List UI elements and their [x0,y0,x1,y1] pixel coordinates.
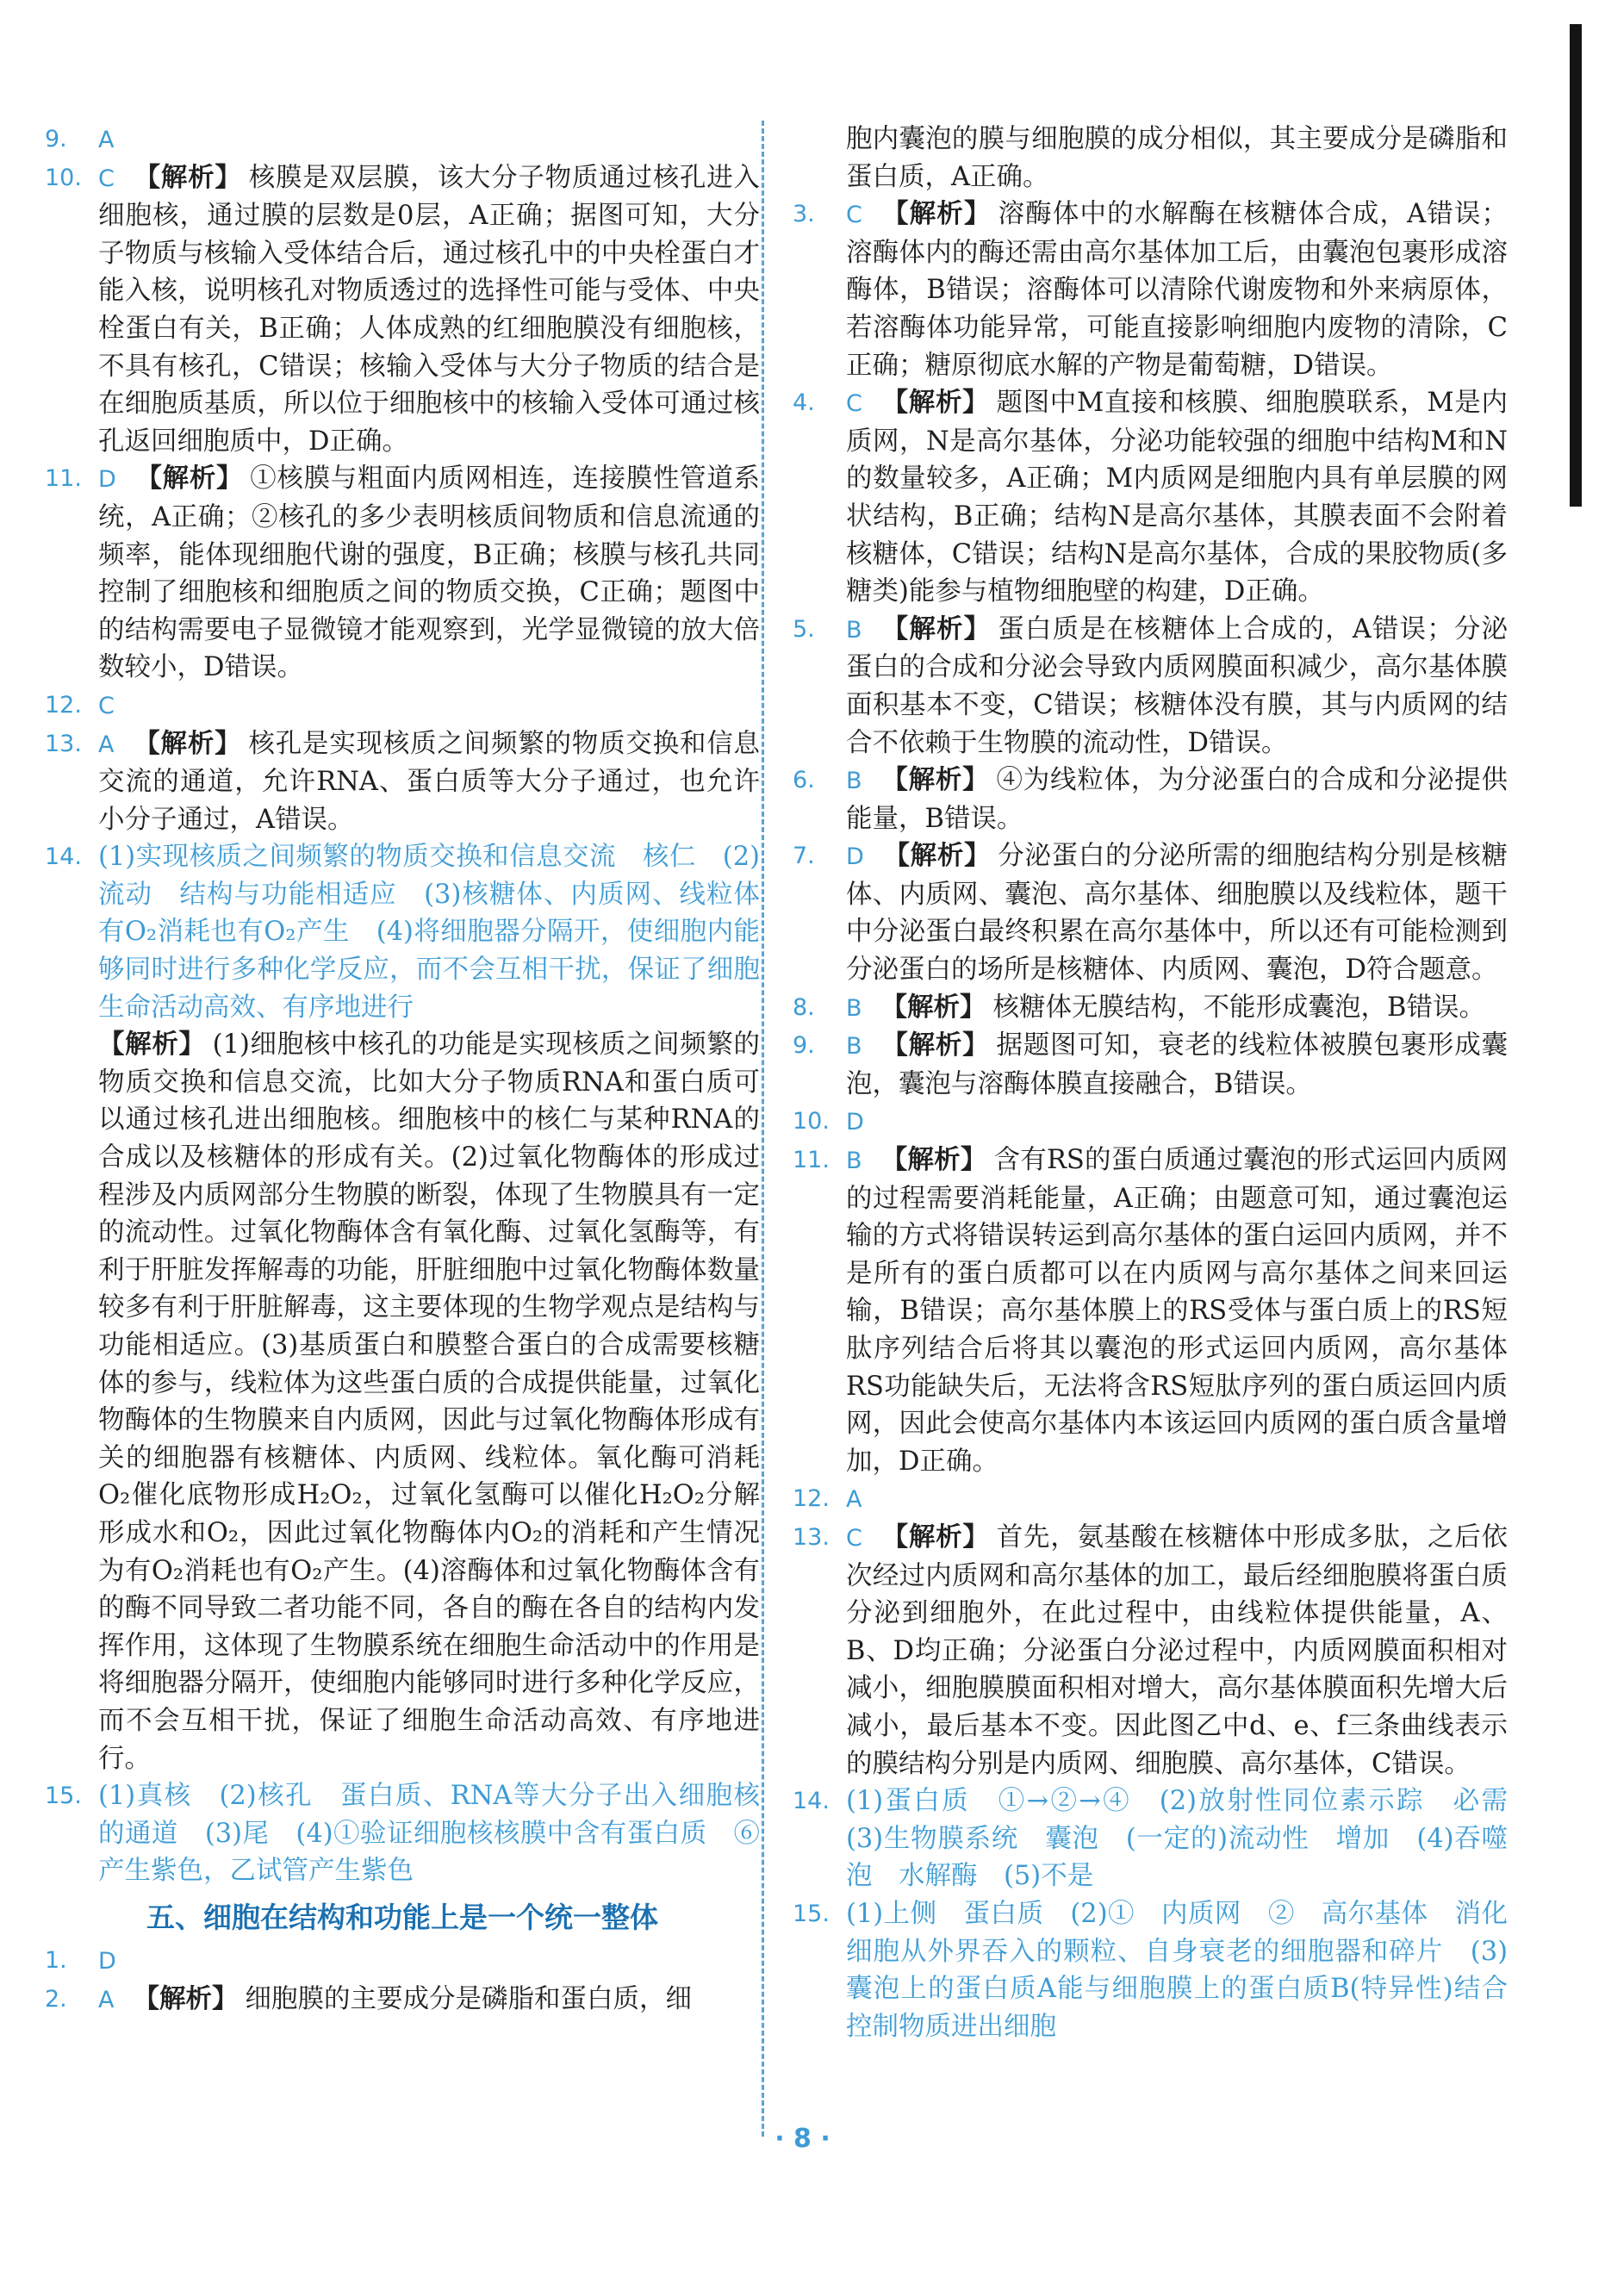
analysis-tag: 【解析】 [133,1983,239,2014]
analysis-tag: 【解析】 [134,464,244,495]
answer-letter: B [846,768,862,795]
question-number: 14. [45,843,82,871]
answer-letter: D [98,466,116,494]
answer-s2-continued: 胞内囊泡的膜与细胞膜的成分相似，其主要成分是磷脂和蛋白质，A正确。 [846,124,1508,192]
analysis-text: 溶酶体中的水解酶在核糖体合成，A错误；溶酶体内的酶还需由高尔基体加工后，由囊泡包裹形成溶酶体，B错误；溶酶体可以清除代谢废物和外来病原体，若溶酶体功能异常，可能直接影响细胞内废物的清除，C正确；糖原彻底水解的产物是葡萄糖，D错误。 [846,199,1509,381]
answer-letter: A [846,1486,862,1514]
analysis-tag: 【解析】 [133,162,242,193]
answer-s6 [793,762,1508,837]
analysis-tag: 【解析】 [880,1145,987,1176]
answer-letter: C [98,692,115,719]
answer-letter: D [846,1109,864,1136]
answer-10 [45,159,760,461]
answer-letter: A [98,1986,115,2013]
analysis-tag: 【解析】 [880,199,992,230]
analysis-tag: 【解析】 [880,992,986,1023]
analysis-text: 核糖体无膜结构，不能形成囊泡，B错误。 [992,992,1485,1023]
analysis-text: 据题图可知，衰老的线粒体被膜包裹形成囊泡，囊泡与溶酶体膜直接融合，B错误。 [846,1030,1508,1099]
analysis-text: 核膜是双层膜，该大分子物质通过核孔进入细胞核，通过膜的层数是0层，A正确；据图可知，大分子物质与核输入受体结合后，通过核孔中的中央栓蛋白才能入核，说明核孔对物质透过的选择性可能与受体、中央栓蛋白有关，B正确；人体成熟的红细胞膜没有细胞核，不具有核孔，C错误；核输入受体与大分子物质的结合是在细胞质基质，所以位于细胞核中的核输入受体可通过核孔返回细胞质中，D正确。 [98,162,761,457]
answer-s14 [793,1783,1534,1895]
analysis-text: ④为线粒体，为分泌蛋白的合成和分泌提供能量，B错误。 [846,765,1508,834]
question-number: 13. [793,1523,830,1551]
answer-11 [45,460,760,687]
question-number: 9. [45,126,67,152]
blank-answers: (1)真核 (2)核孔 蛋白质、RNA等大分子出入细胞核的通道 (3)尾 (4)①验证细胞核核膜中含有蛋白质 ⑥产生紫色，乙试管产生紫色 [98,1781,760,1887]
question-number: 13. [45,730,82,757]
answer-s2 [45,1981,760,2019]
section-title: 五、细胞在结构和功能上是一个统一整体 [146,1900,658,1934]
analysis-tag: 【解析】 [133,728,242,759]
answer-s3 [793,196,1508,384]
question-number: 2. [45,1985,67,2013]
analysis-text: 首先，氨基酸在核糖体中形成多肽，之后依次经过内质网和高尔基体的加工，最后经细胞膜将蛋白质分泌到细胞外，在此过程中，由线粒体提供能量，A、B、D均正确；分泌蛋白分泌过程中，内质网膜面积相对减小，细胞膜膜面积相对增大，高尔基体膜面积先增大后减小，最后基本不变。因此图乙中d、e、f三条曲线表示的膜结构分别是内质网、细胞膜、高尔基体，C错误。 [846,1521,1509,1779]
answer-letter: D [846,843,864,871]
scan-edge-bar [1570,24,1582,507]
question-number: 8. [793,993,815,1021]
question-number: 14. [793,1788,830,1815]
question-number: 6. [793,767,815,794]
answer-letter: B [846,616,862,644]
answer-s13 [793,1519,1508,1783]
answer-s5 [793,611,1508,762]
question-number: 15. [793,1900,830,1927]
answer-letter: C [846,390,862,418]
answer-15 [45,1777,760,1890]
right-column [793,121,1534,2045]
analysis-text: (1)细胞核中核孔的功能是实现核质之间频繁的物质交换和信息交流，比如大分子物质RNA和蛋白质可以通过核孔进出细胞核。细胞核中的核仁与某种RNA的合成以及核糖体的形成有关。(2)过氧化物酶体的形成过程涉及内质网部分生物膜的断裂，体现了生物膜具有一定的流动性。过氧化物酶体含有氧化酶、过氧化氢酶等，有利于肝脏发挥解毒的功能，肝脏细胞中过氧化物酶体数量较多有利于肝脏解毒，这主要体现的生物学观点是结构与功能相适应。(3)基质蛋白和膜整合蛋白的合成需要核糖体的参与，线粒体为这些蛋白质的合成提供能量，过氧化物酶体的生物膜来自内质网，因此与过氧化物酶体形成有关的细胞器有核糖体、内质网、线粒体。氧化酶可消耗O₂催化底物形成H₂O₂，过氧化氢酶可以催化H₂O₂分解形成水和O₂，因此过氧化物酶体内O₂的消耗和产生情况为有O₂消耗也有O₂产生。(4)溶酶体和过氧化物酶体含有的酶不同导致二者功能不同，各自的酶在各自的结构内发挥作用，这体现了生物膜系统在细胞生命活动中的作用是将细胞器分隔开，使细胞内能够同时进行多种化学反应，而不会互相干扰，保证了细胞生命活动高效、有序地进行。 [98,1030,761,1774]
answer-s10 [793,1103,1508,1142]
question-number: 11. [793,1147,830,1174]
page-number: · 8 · [775,2124,830,2154]
question-number: 10. [45,164,82,191]
question-number: 10. [793,1108,830,1136]
answer-letter: C [846,1524,862,1552]
answer-s1 [45,1942,760,1981]
blank-answers: (1)实现核质之间频繁的物质交换和信息交流 核仁 (2)流动 结构与功能相适应 (3)核糖体、内质网、线粒体 有O₂消耗也有O₂产生 (4)将细胞器分隔开，使细胞内能够同时进行多种化学反应，而不会互相干扰，保证了细胞生命活动高效、有序地进行 [98,842,787,1023]
answer-letter: B [846,1148,862,1175]
answer-s7 [793,837,1508,988]
analysis-text: 细胞膜的主要成分是磷脂和蛋白质，细 [245,1983,692,2014]
analysis-tag: 【解析】 [882,841,992,872]
answer-14 [45,838,787,1026]
left-column [45,121,787,2019]
question-number: 7. [793,843,815,870]
question-number: 1. [45,1946,67,1974]
answer-s9 [793,1027,1508,1103]
question-number: 4. [793,389,815,417]
analysis-text: 题图中M直接和核膜、细胞膜联系，M是内质网，N是高尔基体，分泌功能较强的细胞中结构M和N的数量较多，A正确；M内质网是细胞内具有单层膜的网状结构，B正确；结构N是高尔基体，其膜表面不会附着核糖体，C错误；结构N是高尔基体，合成的果胶物质(多糖类)能参与植物细胞壁的构建，D正确。 [846,388,1508,607]
analysis-tag: 【解析】 [880,1521,990,1552]
analysis-text: 分泌蛋白的分泌所需的细胞结构分别是核糖体、内质网、囊泡、高尔基体、细胞膜以及线粒体，题干中分泌蛋白最终积累在高尔基体中，所以还有可能检测到分泌蛋白的场所是核糖体、内质网、囊泡，D符合题意。 [846,841,1509,986]
answer-13 [45,725,760,839]
answer-s15 [793,1895,1534,2045]
answer-s11 [793,1142,1508,1480]
analysis-text: 核孔是实现核质之间频繁的物质交换和信息交流的通道，允许RNA、蛋白质等大分子通过，也允许小分子通过，A错误。 [98,728,761,835]
analysis-text: 含有RS的蛋白质通过囊泡的形式运回内质网的过程需要消耗能量，A正确；由题意可知，通过囊泡运输的方式将错误转运到高尔基体的蛋白运回内质网，并不是所有的蛋白质都可以在内质网与高尔基体之间来回运输，B错误；高尔基体膜上的RS受体与蛋白质上的RS短肽序列结合后将其以囊泡的形式运回内质网，高尔基体RS功能缺失后，无法将含RS短肽序列的蛋白质运回内质网，因此会使高尔基体内本该运回内质网的蛋白质含量增加，D正确。 [846,1145,1509,1477]
blank-answers: (1)蛋白质 ①→②→④ (2)放射性同位素示踪 必需 (3)生物膜系统 囊泡 (一定的)流动性 增加 (4)吞噬泡 水解酶 (5)不是 [846,1786,1534,1892]
answer-9 [45,121,760,159]
answer-letter: C [98,165,115,192]
answer-s4 [793,384,1508,611]
analysis-tag: 【解析】 [880,613,992,644]
question-number: 5. [793,615,815,643]
answer-letter: B [846,994,862,1022]
question-number: 12. [45,691,82,719]
answer-s12 [793,1480,1508,1519]
blank-answers: (1)上侧 蛋白质 (2)① 内质网 ② 高尔基体 消化细胞从外界吞入的颗粒、自身衰老的细胞器和碎片 (3)囊泡上的蛋白质A能与细胞膜上的蛋白质B(特异性)结合 控制物质进出细胞 [846,1898,1534,2042]
question-number: 12. [793,1485,830,1513]
answer-12 [45,687,760,725]
analysis-text: 蛋白质是在核糖体上合成的，A错误；分泌蛋白的合成和分泌会导致内质网膜面积减少，高尔基体膜面积基本不变，C错误；核糖体没有膜，其与内质网的结合不依赖于生物膜的流动性，D错误。 [846,613,1508,758]
question-number: 15. [45,1783,82,1810]
answer-letter: B [846,1033,862,1061]
question-number: 9. [793,1032,815,1060]
answer-letter: A [98,731,115,758]
analysis-text: ①核膜与粗面内质网相连，连接膜性管道系统，A正确；②核孔的多少表明核质间物质和信息流通的频率，能体现细胞代谢的强度，B正确；核膜与核孔共同控制了细胞核和细胞质之间的物质交换，C正确；题图中的结构需要电子显微镜才能观察到，光学显微镜的放大倍数较小，D错误。 [98,464,761,683]
answer-letter: C [846,202,862,229]
analysis-tag: 【解析】 [98,1030,206,1061]
answer-letter: D [98,1947,116,1975]
answer-s8 [793,989,1508,1028]
analysis-tag: 【解析】 [880,1030,990,1061]
column-divider [762,121,764,2137]
answer-letter: A [98,127,115,153]
analysis-tag: 【解析】 [880,765,990,796]
analysis-tag: 【解析】 [880,388,990,419]
answer-14-analysis [45,1026,760,1777]
question-number: 3. [793,201,815,228]
question-number: 11. [45,465,82,493]
